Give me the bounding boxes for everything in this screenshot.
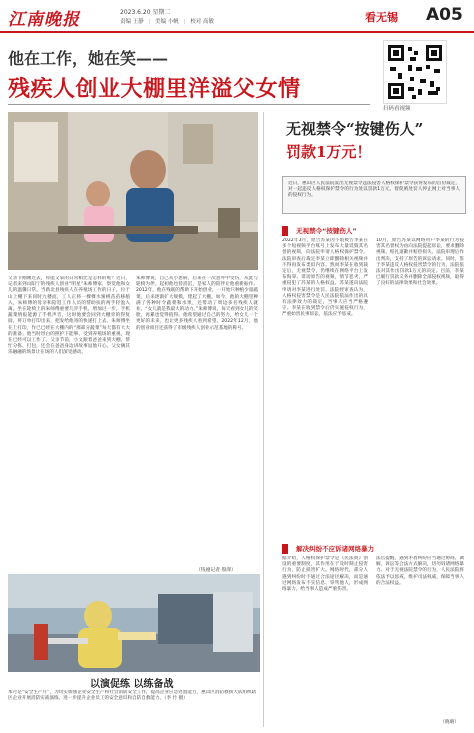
photo2-caption-title: 以演促练 以练备战 <box>90 679 174 690</box>
section1-col1: 2022年3月，原告苏某因不堪被告李某在多个短视频平台账号上发布大量诋毁其名誉的视频，向法院申请人格权保护禁令。法院审查后裁定李某立即删除相关视频并不得再发布类似内容。然而李某在收到裁定后，无视禁令，仍继续在网络平台上发布侮辱、诽谤原告的视频，情节恶劣，严重侵犯了苏某的人格权益。苏某遂向法院申请对李某进行处罚。法院经审查认为，人格权侵害禁令是人民法院依法作出的具有法律效力的裁定，当事人应当严格遵守。李某在收到禁令后仍实施侵权行为，严重妨害民事诉讼，依法应予惩戒。 <box>282 238 368 318</box>
photo2-caption: 本月是“安全生产月”，为切实加强企业安全生产和社会消防安全工作，提高企业应急处置能力，惠山区消防救援大队组织辖区企业开展消防实战演练，进一步提升企业员工的安全意识和自防自救能力。（李 竹 摄） <box>8 690 257 702</box>
section1-title: 无视禁令“按键伤人” <box>296 227 357 235</box>
section1-col2: 10月，原告苏某以网络用户李某的行为侵害其名誉权为由向法院提起诉讼，要求删除视频、赔礼道歉并赔偿损失。法院审理后作出判决，支持了原告的诉讼请求。同时，鉴于李某违反人格权侵害禁令的行为，法院依法对其作出罚款1万元的决定。目前，李某已履行罚款义务并删除全部侵权视频，取得了良好的法律效果和社会效果。 <box>376 238 464 287</box>
page-number: A05 <box>426 5 463 25</box>
section2-col1: 据介绍，人格权保护禁令是《民法典》创设的重要制度，其作用在于及时制止侵害行为，防止损害扩大。网络时代，部分人遇到纠纷时不通过合法途径解决，而是通过网络发布不实信息、辱骂他人，形成网络暴力，给当事人造成严重伤害。 <box>282 556 368 593</box>
designer: 美编 小帆 <box>155 19 179 25</box>
article-headline: 残疾人创业大棚里洋溢父女情 <box>8 76 301 102</box>
right-subhead: 罚款1万元！ <box>286 143 372 161</box>
section2-col2: 法官提醒，遇到矛盾纠纷应当通过协商、调解、诉讼等合法方式解决，切勿诉诸网络暴力。对于无视法院禁令的行为，人民法院将依法予以惩戒，维护司法权威，保障当事人的合法权益。 <box>376 556 464 586</box>
header-rule <box>8 104 370 105</box>
issue-date: 2023.6.20 星期二 <box>120 9 171 16</box>
article-credit: （钱娅记者 殷澤） <box>196 568 236 573</box>
section2-marker <box>282 544 288 554</box>
article-body-col1: 父亲节刚刚过去，你能又拿的日常相比是怎样的呢？近日，记者来到山阳宁的残疾人创业“明星”朱师傅家，察觉他和女儿的温馨日常。当新北县残疾人在养殖场工作的日子，位于山上棚下来同时九楼而，工人正将一棵棵水蜜桃苗苗移植入，朱师傅的母亲和陪逛工作人员的帮助扶的两手轻盈入离。坐在轮椅上的朱师傅重要几步手机，增加过一步，手机蔬菜情报能源了手机声音，这时他要会回到大棚旁的得复间。将订单打印出来，把发给他寄的快递打上去。朱师傅坐在上打印，作已已经在大棚内的“那部分蔬菜”每天都有大大的准备。他当时坦白的照护下能够，受到养殖场的重视，现在已经可以工作了。父亲节前，小文跟着爸爸来到大棚，帮忙分拣、打包，还会在爸爸身边讲故事逗他开心。父女俩其乐融融的场景让在场的人们深受感动。 <box>8 276 130 356</box>
qr-caption: 扫码看视频 <box>383 106 411 112</box>
intro-box <box>282 176 466 214</box>
masthead-rule <box>0 31 474 33</box>
newspaper-logo: 江南晚报 <box>8 10 80 30</box>
masthead <box>0 0 474 36</box>
section2-title: 解决纠纷不应诉诸网络暴力 <box>296 545 375 553</box>
right-credit: （晓晴） <box>440 720 460 725</box>
right-headline: 无视禁令“按键伤人” <box>286 120 424 138</box>
section1-header <box>282 220 382 235</box>
article-photo-fire-drill <box>8 574 260 672</box>
section2-header <box>282 538 422 553</box>
intro-text: 近日，惠山区人民法院发出无视禁令违法侵害人格权保护禁令获得发布的首份裁定，对一起违反人格权保护禁令的行为处以罚款1万元，督促被处罚人停止网上对当事人的侵权行为。 <box>288 181 460 199</box>
section1-marker <box>282 226 288 236</box>
article-photo-father-daughter <box>8 112 258 270</box>
column-divider-left <box>263 112 264 727</box>
section-label: 看无锡 <box>365 11 398 24</box>
article-body-col2: 朱师傅说，自己从小患病，后来在一次意外中受伤，从此与轮椅为伴。起初他也曾消沉，是家人的陪伴让他重新振作。2012年，他在残联的帮助下开始创业，一开始只种植少量蔬菜，后来逐渐扩大规模，建起了大棚。如今，他的大棚里种满了各种时令蔬菜和水果，还带动了周边多名残疾人就业。“女儿就是我最大的动力。”朱师傅说，每天看到女儿的笑脸，再累也觉得值得。他希望通过自己的努力，给女儿一个更好的未来，也让更多残疾人看到希望。2022年12月，他的创业项目还获得了市级残疾人创业示范基地的称号。 <box>136 276 258 331</box>
article-kicker: 他在工作，她在笑—— <box>8 49 169 68</box>
issue-staff: 责编 王静 | 美编 小帆 | 校对 高敏 <box>120 19 214 25</box>
editor: 责编 王静 <box>120 19 144 25</box>
proofreader: 校对 高敏 <box>190 19 214 25</box>
qr-code[interactable] <box>383 40 447 104</box>
